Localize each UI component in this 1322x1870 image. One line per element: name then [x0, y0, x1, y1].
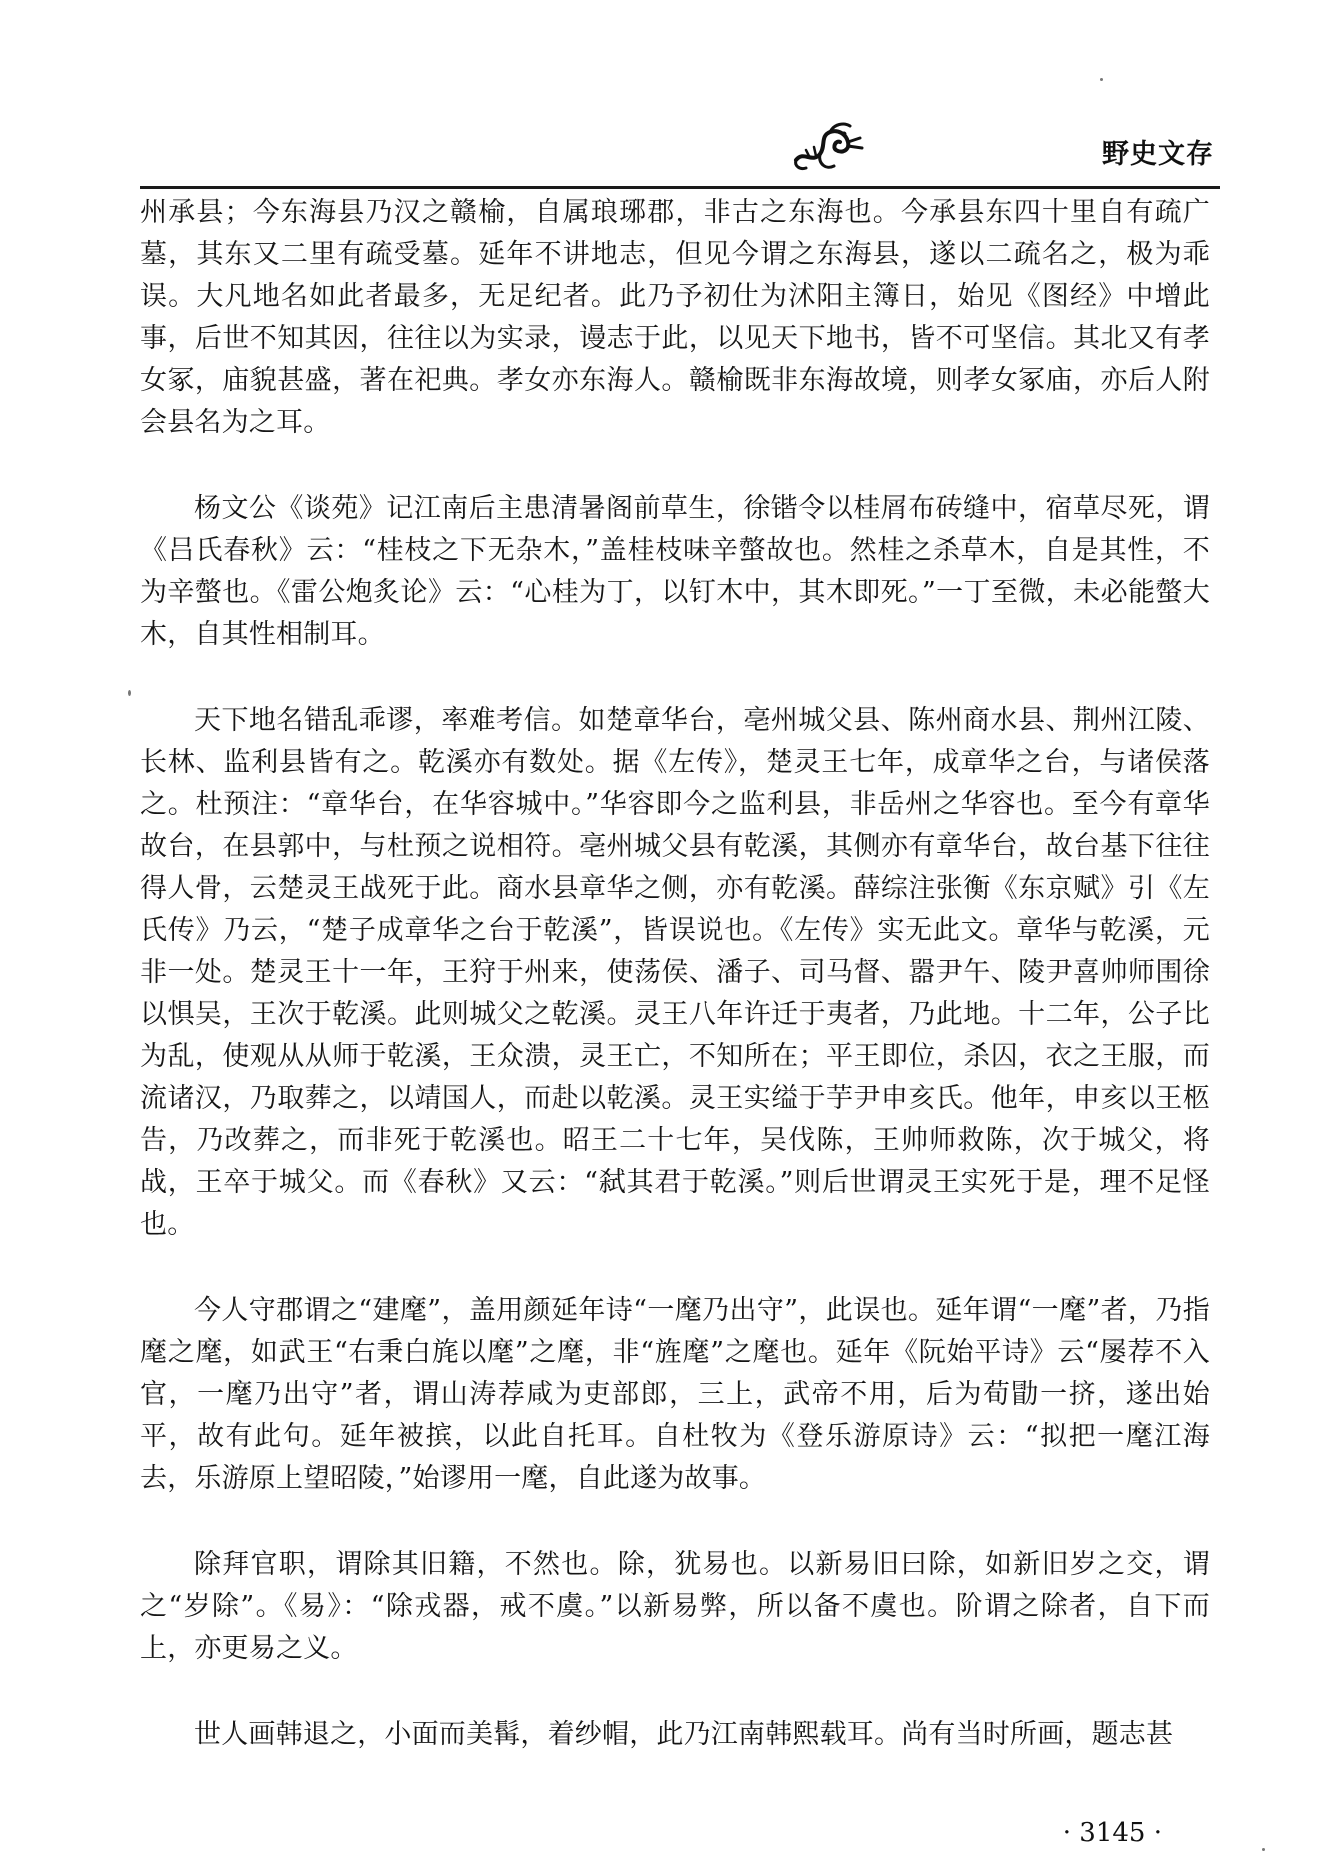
paragraph: 天下地名错乱乖谬，率难考信。如楚章华台，亳州城父县、陈州商水县、荆州江陵、长林、监利县皆有之。乾溪亦有数处。据《左传》，楚灵王七年，成章华之台，与诸侯落之。杜预注：“章华台，在华容城中。”华容即今之监利县，非岳州之华容也。至今有章华故台，在县郭中，与杜预之说相符。亳州城父县有乾溪，其侧亦有章华台，故台基下往往得人骨，云楚灵王战死于此。商水县章华之侧，亦有乾溪。薛综注张衡《东京赋》引《左氏传》乃云，“楚子成章华之台于乾溪”，皆误说也。《左传》实无此文。章华与乾溪，元非一处。楚灵王十一年，王狩于州来，使荡侯、潘子、司马督、嚣尹午、陵尹喜帅师围徐以惧吴，王次于乾溪。此则城父之乾溪。灵王八年许迁于夷者，乃此地。十二年，公子比为乱，使观从从师于乾溪，王众溃，灵王亡，不知所在；平王即位，杀囚，衣之王服，而流诸汉，乃取葬之，以靖国人，而赴以乾溪。灵王实缢于芋尹申亥氏。他年，申亥以王柩告，乃改葬之，而非死于乾溪也。昭王二十七年，吴伐陈，王帅师救陈，次于城父，将战，王卒于城父。而《春秋》又云：“弑其君于乾溪。”则后世谓灵王实死于是，理不足怪也。	[140, 705, 1210, 1240]
scan-speck	[128, 690, 131, 696]
running-header-title: 野史文存	[1102, 139, 1214, 170]
paragraph: 杨文公《谈苑》记江南后主患清暑阁前草生，徐锴令以桂屑布砖缝中，宿草尽死，谓《吕氏春秋》云：“桂枝之下无杂木，”盖桂枝味辛螫故也。然桂之杀草木，自是其性，不为辛螫也。《雷公炮炙论》云：“心桂为丁，以钉木中，其木即死。”一丁至微，未必能螫大木，自其性相制耳。	[140, 493, 1210, 650]
dragon-emblem-icon	[790, 120, 868, 176]
paragraph: 今人守郡谓之“建麾”，盖用颜延年诗“一麾乃出守”，此误也。延年谓“一麾”者，乃指麾之麾，如武王“右秉白旄以麾”之麾，非“旌麾”之麾也。延年《阮始平诗》云“屡荐不入官，一麾乃出守”者，谓山涛荐咸为吏部郎，三上，武帝不用，后为荀勖一挤，遂出始平，故有此句。延年被摈，以此自托耳。自杜牧为《登乐游原诗》云：“拟把一麾江海去，乐游原上望昭陵，”始谬用一麾，自此遂为故事。	[140, 1295, 1210, 1494]
paragraph: 除拜官职，谓除其旧籍，不然也。除，犹易也。以新易旧曰除，如新旧岁之交，谓之“岁除”。《易》：“除戎器，戒不虞。”以新易弊，所以备不虞也。阶谓之除者，自下而上，亦更易之义。	[140, 1549, 1210, 1664]
header-rule	[140, 186, 1220, 189]
scan-speck	[1100, 78, 1103, 81]
page-number: · 3145 ·	[1062, 1818, 1162, 1848]
paragraph-continued: 州承县；今东海县乃汉之赣榆，自属琅琊郡，非古之东海也。今承县东四十里自有疏广墓，其东又二里有疏受墓。延年不讲地志，但见今谓之东海县，遂以二疏名之，极为乖误。大凡地名如此者最多，无足纪者。此乃予初仕为沭阳主簿日，始见《图经》中增此事，后世不知其因，往往以为实录，谩志于此，以见天下地书，皆不可坚信。其北又有孝女冢，庙貌甚盛，著在祀典。孝女亦东海人。赣榆既非东海故境，则孝女冢庙，亦后人附会县名为之耳。	[140, 197, 1210, 438]
paragraph-truncated: 世人画韩退之，小面而美髯，着纱帽，此乃江南韩熙载耳。尚有当时所画，题志甚	[194, 1719, 1174, 1750]
body-text	[140, 192, 1210, 1800]
scan-speck	[1262, 1848, 1265, 1851]
running-header	[790, 118, 1220, 180]
